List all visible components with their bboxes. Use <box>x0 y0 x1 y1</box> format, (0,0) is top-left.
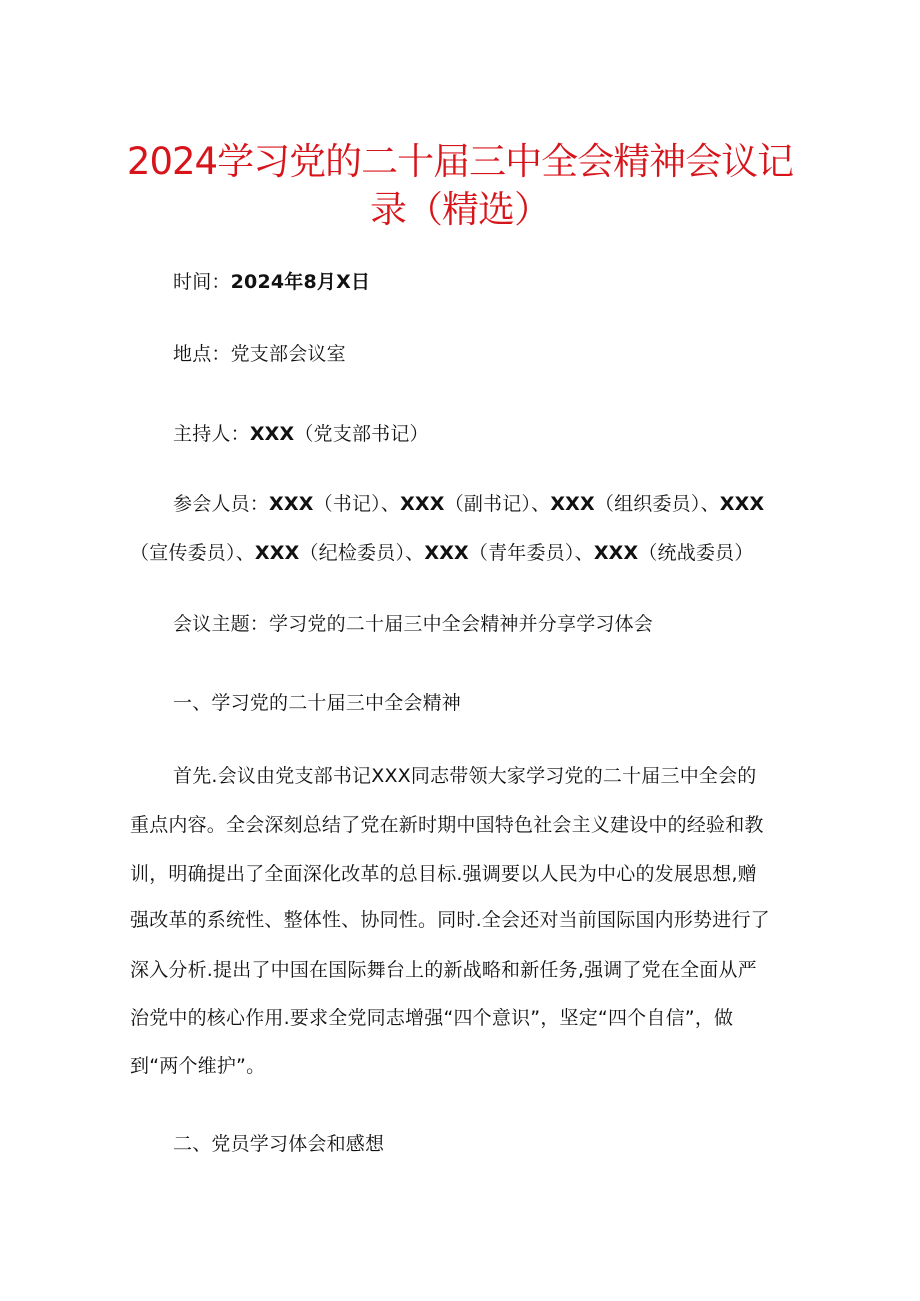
paragraph-line: 深入分析.提出了中国在国际舞台上的新战略和新任务,强调了党在全面从严 <box>130 959 757 981</box>
paragraph-line: 治党中的核心作用.要求全党同志增强“四个意识”，坚定“四个自信”，做 <box>130 1007 734 1029</box>
paragraph-line: 到“两个维护”。 <box>130 1055 266 1077</box>
host-name: XXX <box>249 423 295 445</box>
paragraph-line: 强改革的系统性、整体性、协同性。同时.全会还对当前国际国内形势进行了 <box>130 909 770 931</box>
section-1-heading: 一、学习党的二十届三中全会精神 <box>173 692 462 714</box>
meeting-place: 地点：党支部会议室 <box>173 343 346 365</box>
attendee-name: XXX <box>254 542 300 564</box>
attendees-line-1 <box>173 489 764 519</box>
paragraph-line: 首先.会议由党支部书记XXX同志带领大家学习党的二十届三中全会的 <box>173 765 757 787</box>
attendee-role: （青年委员）、 <box>468 542 594 564</box>
document-title-line-2: 录（精选） <box>370 188 550 231</box>
attendee-name: XXX <box>593 542 639 564</box>
paragraph-line: 训，明确提出了全面深化改革的总目标.强调要以人民为中心的发展思想,赠 <box>130 863 757 885</box>
attendee-name: XXX <box>719 493 765 515</box>
attendee-role: （纪检委员）、 <box>299 542 425 564</box>
section-2-heading: 二、党员学习体会和感想 <box>173 1133 385 1155</box>
attendee-role: （统战委员） <box>638 542 754 564</box>
attendee-name: XXX <box>424 542 469 564</box>
time-label: 时间： <box>173 271 231 293</box>
attendee-role: （宣传委员）、 <box>130 542 255 564</box>
attendee-name: XXX <box>269 493 314 515</box>
paragraph-line: 重点内容。全会深刻总结了党在新时期中国特色社会主义建设中的经验和教 <box>130 814 764 836</box>
attendees-line-2 <box>130 538 754 568</box>
host-label: 主持人： <box>173 423 250 445</box>
time-value: 2024年8月X日 <box>230 271 371 293</box>
attendee-role: （书记）、 <box>313 493 401 515</box>
attendee-role: （副书记）、 <box>444 493 551 515</box>
document-title-line-1: 2024学习党的二十届三中全会精神会议记 <box>126 140 794 183</box>
attendee-role: （组织委员）、 <box>594 493 720 515</box>
meeting-time <box>173 267 370 297</box>
attendee-name: XXX <box>550 493 595 515</box>
meeting-host <box>173 419 429 449</box>
host-role: （党支部书记） <box>294 423 429 445</box>
meeting-topic: 会议主题：学习党的二十届三中全会精神并分享学习体会 <box>173 613 654 635</box>
attendee-name: XXX <box>400 493 445 515</box>
attendees-label: 参会人员： <box>173 493 270 515</box>
